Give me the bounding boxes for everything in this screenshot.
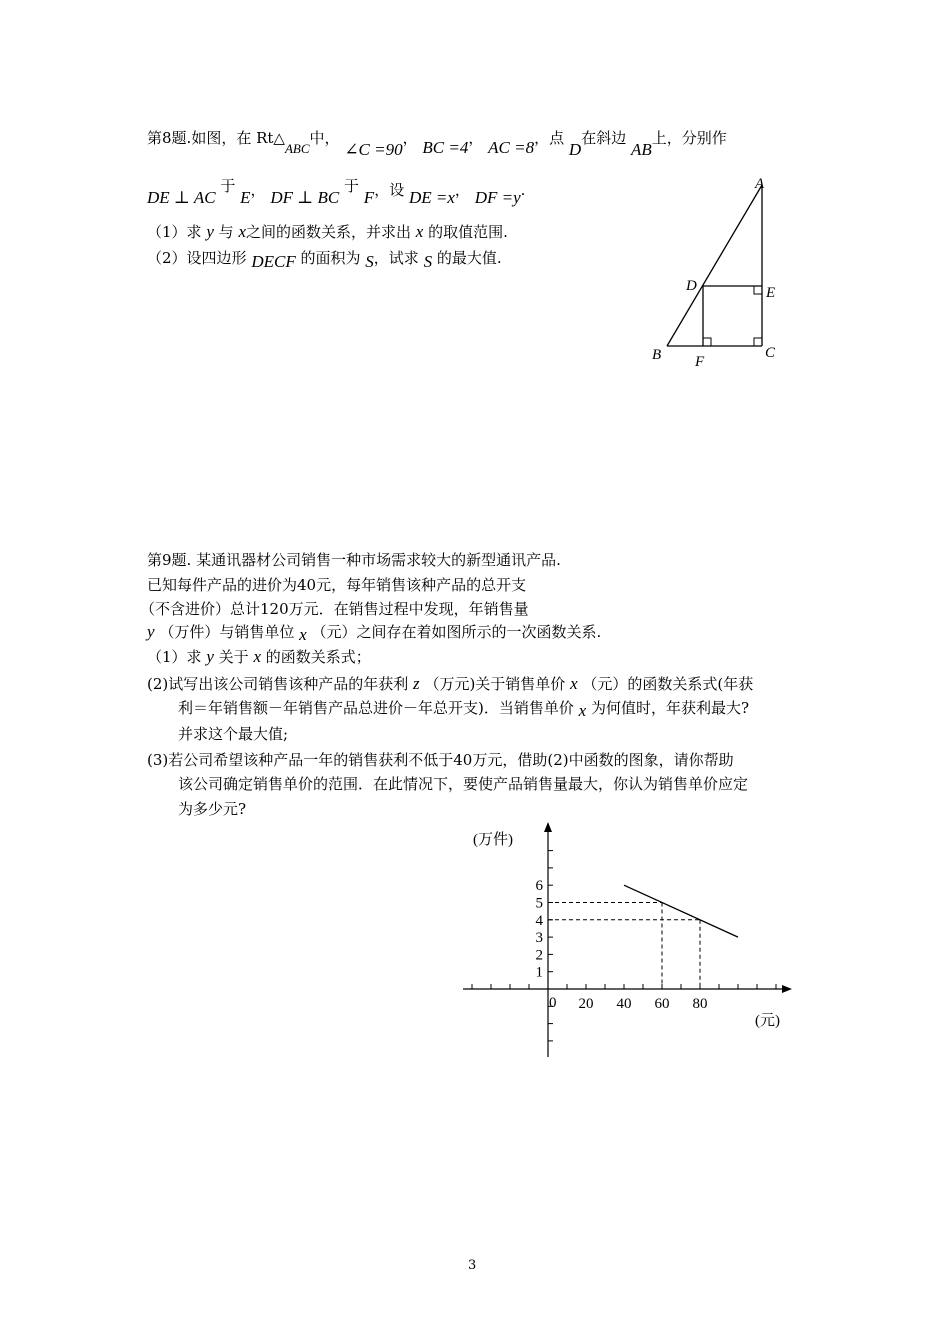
q8-sep: ， [402, 129, 418, 147]
triangle-figure [648, 175, 798, 375]
page-number: 3 [468, 1258, 477, 1273]
q9-line-4 [147, 622, 601, 642]
q9-line-3: （不含进价）总计120万元．在销售过程中发现，年销售量 [140, 600, 529, 618]
q9-text: 的函数关系式； [265, 648, 371, 666]
q9-text: （万件）与销售单位 [159, 623, 295, 641]
label-f: F [695, 354, 705, 370]
label-d: D [686, 278, 697, 294]
math-f: F [363, 188, 375, 207]
q8-p2-text: （2）设四边形 [147, 249, 247, 267]
math-ab: AB [631, 140, 652, 159]
label-b: B [652, 347, 662, 363]
q8-text: 于 [344, 177, 360, 195]
triangle-symbol: △ [273, 129, 285, 147]
math-y: y [147, 622, 155, 641]
x-axis-arrow [782, 985, 792, 993]
math-x: x [578, 701, 587, 720]
q8-header: 第8题. [147, 129, 192, 147]
y-axis-label: (万件) [473, 832, 513, 848]
math-ac: AC =8 [488, 138, 535, 157]
q8-text: ，设 [374, 181, 405, 199]
math-decf: DECF [251, 252, 296, 271]
q9-part-2-line-2 [178, 698, 749, 718]
math-angle-c: ∠C =90 [344, 140, 403, 159]
q8-text: 在斜边 [581, 129, 627, 147]
label-a: A [755, 176, 765, 192]
math-de-x: DE =x [408, 188, 455, 207]
right-angle-e [754, 286, 762, 294]
y-tick-label: 5 [535, 895, 543, 912]
q8-p2-text: ，试求 [373, 249, 419, 267]
q9-part-2-line-3: 并求这个最大值; [178, 725, 289, 743]
x-tick-label: 20 [578, 996, 594, 1012]
math-y: y [206, 647, 214, 666]
q9-text: 关于 [218, 648, 249, 666]
y-tick-label: 1 [535, 964, 543, 981]
math-bc: BC =4 [422, 138, 469, 157]
q8-p1-text: 的取值范围. [428, 223, 508, 241]
q8-text: 中， [309, 129, 340, 147]
label-e: E [766, 285, 776, 301]
q9-part-3-line-3: 为多少元? [178, 800, 247, 818]
q8-p1-text: （1）求 [147, 223, 202, 241]
q9-part-3-line-2: 该公司确定销售单价的范围．在此情况下，要使产品销售量最大，你认为销售单价应定 [178, 775, 749, 793]
math-abc: ABC [284, 141, 310, 156]
y-tick-label: 6 [535, 878, 543, 895]
x-tick-label: 80 [692, 996, 708, 1012]
sales-chart [455, 820, 805, 1060]
q8-sep: ， [468, 129, 484, 147]
q8-text: 如图，在 Rt [191, 129, 274, 147]
q9-part-1 [147, 647, 371, 667]
y-tick-label: 4 [535, 912, 543, 929]
math-s: S [365, 252, 374, 271]
q8-part-2 [147, 248, 502, 271]
q8-line-2 [147, 177, 526, 207]
series-line [624, 885, 738, 937]
q9-part-3-line-1: (3)若公司希望该种产品一年的销售获利不低于40万元，借助(2)中函数的图象，请你帮助 [147, 751, 734, 769]
q8-p2-text: 的面积为 [300, 249, 361, 267]
right-angle-f [703, 338, 711, 346]
q9-text: 为何值时，年获利最大? [590, 699, 750, 717]
math-x: x [570, 674, 578, 693]
q8-dot: . [520, 181, 526, 199]
q8-p1-text: 之间的函数关系，并求出 [246, 223, 412, 241]
math-d: D [568, 140, 582, 159]
q9-text: （元）之间存在着如图所示的一次函数关系. [311, 623, 602, 641]
x-axis-label: (元) [755, 1013, 780, 1029]
q9-line-1: 第9题. 某通讯器材公司销售一种市场需求较大的新型通讯产品. [147, 551, 561, 569]
math-df-y: DF =y [474, 188, 521, 207]
q9-part-2 [147, 674, 753, 694]
q8-p2-text: 的最大值. [436, 249, 502, 267]
q8-sep: ， [250, 181, 266, 199]
q9-text: 利＝年销售额－年销售产品总进价－年总开支)．当销售单价 [178, 699, 574, 717]
math-df-perp-bc: DF ⊥ BC [270, 188, 340, 207]
q9-text: （元）的函数关系式(年获 [582, 675, 754, 693]
math-e: E [240, 188, 251, 207]
q9-text: （万元)关于销售单价 [424, 675, 566, 693]
origin-label: 0 [549, 995, 557, 1011]
q8-line-1 [147, 128, 727, 159]
y-tick-label: 2 [535, 947, 543, 964]
q8-text: 于 [220, 177, 236, 195]
y-axis-arrow [544, 822, 552, 832]
q8-text: ，点 [534, 129, 565, 147]
math-s: S [423, 252, 433, 271]
q9-text: （1）求 [147, 648, 202, 666]
x-tick-label: 60 [654, 996, 670, 1012]
math-x: x [253, 647, 261, 666]
q9-line-2: 已知每件产品的进价为40元，每年销售该种产品的总开支 [147, 576, 527, 594]
y-tick-label: 3 [535, 930, 543, 947]
math-z: z [413, 674, 420, 693]
math-x: x [299, 625, 307, 644]
math-de-perp-ac: DE ⊥ AC [147, 188, 216, 207]
math-x: x [415, 222, 424, 241]
label-c: C [765, 345, 776, 361]
right-angle-c [754, 338, 762, 346]
q9-text: (2)试写出该公司销售该种产品的年获利 [147, 675, 409, 693]
q8-part-1 [147, 222, 508, 242]
q8-sep: ， [454, 181, 470, 199]
math-y: y [206, 222, 214, 241]
q8-p1-text: 与 [218, 223, 234, 241]
side-ab [667, 185, 762, 346]
x-tick-label: 40 [616, 996, 632, 1012]
q8-text: 上，分别作 [651, 129, 727, 147]
math-x: x [238, 222, 246, 241]
